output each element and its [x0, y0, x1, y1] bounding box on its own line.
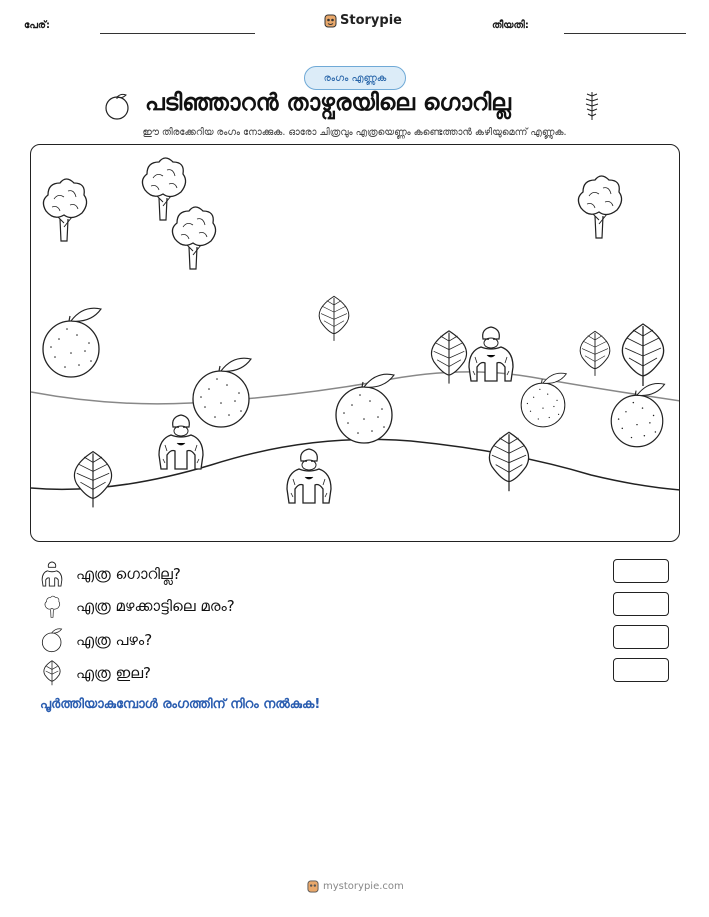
tree-3 [172, 207, 215, 269]
brand-name: Storypie [340, 13, 402, 28]
date-label: തീയതി: [492, 20, 529, 31]
answer-box-tree[interactable] [613, 592, 669, 616]
question-leaf [40, 660, 151, 686]
tree-4 [578, 176, 621, 238]
brand-logo [324, 13, 402, 28]
activity-badge: രംഗം എണ്ണുക [304, 66, 406, 90]
leaf-2 [431, 331, 466, 384]
fruit-3 [336, 374, 394, 443]
page-title: പടിഞ്ഞാറൻ താഴ്വരയിലെ ഗൊറില്ല [145, 90, 511, 116]
question-gorilla [40, 561, 181, 587]
question-tree [40, 594, 235, 618]
storypie-mascot-icon [307, 880, 319, 893]
answer-box-gorilla[interactable] [613, 559, 669, 583]
tree-1 [43, 179, 86, 241]
fruit-2 [193, 358, 251, 427]
question-text: എത്ര ഇല? [76, 664, 151, 682]
fruit-icon [40, 627, 64, 653]
leaf-icon [40, 660, 64, 686]
name-line[interactable] [100, 33, 255, 34]
front-hill [31, 439, 680, 490]
site-url[interactable]: mystorypie.com [323, 881, 404, 892]
question-text: എത്ര മഴക്കാട്ടിലെ മരം? [76, 597, 235, 615]
gorilla-icon [40, 561, 64, 587]
tree-icon [40, 594, 64, 618]
question-fruit [40, 627, 152, 653]
scene-drawing [31, 145, 680, 542]
question-text: എത്ര ഗൊറില്ല? [76, 565, 181, 583]
color-instruction: പൂർത്തിയാകുമ്പോൾ രംഗത്തിന് നിറം നൽകുക! [40, 697, 321, 712]
leaf-4 [622, 324, 663, 386]
leaf-1 [319, 296, 349, 341]
gorilla-1 [469, 327, 513, 381]
tree-2 [142, 158, 185, 220]
name-label: പേര്: [24, 20, 50, 31]
fruit-5 [611, 383, 664, 446]
fern-title-icon [582, 90, 602, 122]
site-footer [307, 880, 404, 893]
gorilla-2 [159, 415, 203, 469]
leaf-3 [580, 331, 610, 376]
orange-title-icon [103, 92, 131, 120]
fruit-1 [43, 308, 101, 377]
counting-scene [30, 144, 680, 542]
instructions: ഈ തിരക്കേറിയ രംഗം നോക്കുക. ഓരോ ചിത്രവും എത്രയെണ്ണം കണ്ടെത്താൻ കഴിയുമെന്ന് എണ്ണുക. [142, 127, 567, 138]
answer-box-leaf[interactable] [613, 658, 669, 682]
leaf-6 [489, 432, 528, 491]
gorilla-3 [287, 449, 331, 503]
leaf-5 [74, 452, 111, 508]
storypie-mascot-icon [324, 14, 337, 28]
date-line[interactable] [564, 33, 686, 34]
question-text: എത്ര പഴം? [76, 631, 153, 649]
answer-box-fruit[interactable] [613, 625, 669, 649]
